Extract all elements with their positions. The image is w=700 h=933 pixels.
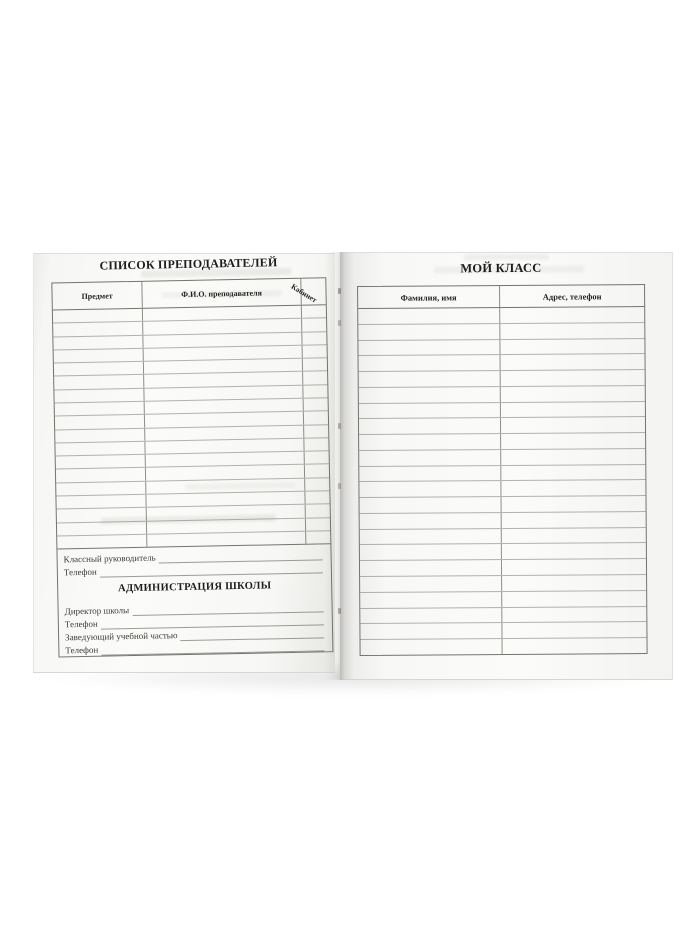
empty-cell	[502, 622, 646, 638]
empty-cell	[358, 324, 500, 340]
empty-cell	[53, 322, 143, 336]
empty-cell	[360, 513, 502, 529]
teachers-table	[51, 277, 333, 657]
empty-cell	[360, 545, 502, 561]
empty-cell	[502, 591, 646, 607]
empty-cell	[360, 592, 502, 608]
empty-cell	[54, 349, 144, 363]
empty-cell	[359, 450, 501, 466]
empty-cell	[359, 403, 501, 419]
empty-cell	[53, 309, 143, 323]
phone-label: Телефон	[65, 644, 99, 656]
class-teacher-section	[57, 543, 332, 658]
left-page-content	[31, 251, 340, 675]
director-label: Директор школы	[64, 605, 130, 617]
book-spine-gutter	[325, 252, 355, 680]
showthrough-ghost	[464, 254, 549, 261]
empty-cell	[502, 607, 646, 623]
right-page	[340, 252, 673, 680]
phone-label: Телефон	[63, 566, 97, 578]
empty-cell	[359, 371, 501, 387]
phone-label: Телефон	[64, 618, 98, 630]
left-page	[33, 253, 335, 673]
empty-cell	[360, 623, 502, 639]
empty-cell	[500, 339, 644, 355]
empty-cell	[359, 387, 501, 403]
empty-cell	[501, 386, 645, 402]
empty-cell	[360, 560, 502, 576]
empty-cell	[55, 442, 145, 456]
staple-mark	[338, 483, 341, 489]
empty-cell	[501, 480, 645, 496]
empty-cell	[360, 608, 502, 624]
empty-cell	[358, 308, 500, 324]
empty-cell	[55, 402, 145, 416]
empty-cell	[501, 354, 645, 370]
class-table-row	[361, 638, 647, 655]
empty-cell	[303, 358, 327, 371]
empty-cell	[501, 417, 645, 433]
empty-cell	[57, 508, 147, 522]
empty-cell	[503, 638, 647, 654]
empty-cell	[55, 428, 145, 442]
class-teacher-label: Классный руководитель	[63, 552, 156, 565]
empty-cell	[303, 385, 327, 398]
empty-cell	[360, 529, 502, 545]
class-table	[357, 284, 648, 656]
empty-cell	[56, 481, 146, 495]
empty-cell	[502, 559, 646, 575]
class-table-rows	[358, 307, 646, 655]
empty-cell	[501, 402, 645, 418]
empty-cell	[501, 370, 645, 386]
empty-cell	[502, 528, 646, 544]
staple-mark	[338, 423, 341, 429]
empty-cell	[302, 305, 326, 318]
staple-mark	[338, 288, 341, 294]
empty-cell	[302, 319, 326, 332]
column-header-address-phone: Адрес, телефон	[542, 290, 602, 302]
empty-cell	[56, 468, 146, 482]
empty-cell	[54, 375, 144, 389]
empty-cell	[502, 496, 646, 512]
blank-write-line	[101, 640, 324, 655]
empty-cell	[358, 340, 500, 356]
empty-cell	[359, 418, 501, 434]
empty-cell	[57, 521, 147, 535]
empty-cell	[359, 355, 501, 371]
empty-cell	[502, 512, 646, 528]
admin-section-title: АДМИНИСТРАЦИЯ ШКОЛЫ	[117, 580, 272, 595]
empty-cell	[501, 465, 645, 481]
empty-cell	[500, 307, 644, 323]
empty-cell	[501, 433, 645, 449]
empty-cell	[56, 455, 146, 469]
column-header-teacher-name: Ф.И.О. преподавателя	[142, 279, 301, 308]
empty-cell	[500, 323, 644, 339]
right-page-title: МОЙ КЛАСС	[460, 260, 542, 276]
empty-cell	[54, 388, 144, 402]
column-header-room-label: Кабинет	[289, 281, 319, 305]
empty-cell	[359, 434, 501, 450]
open-diary-book	[33, 252, 673, 680]
empty-cell	[359, 481, 501, 497]
staple-mark	[338, 320, 341, 326]
blank-write-line	[100, 562, 323, 577]
head-of-studies-label: Заведующий учебной частью	[65, 630, 178, 643]
empty-cell	[302, 332, 326, 345]
empty-cell	[55, 415, 145, 429]
column-header-room	[289, 278, 325, 305]
column-header-subject: Предмет	[52, 282, 142, 310]
empty-cell	[53, 335, 143, 349]
empty-cell	[360, 497, 502, 513]
empty-cell	[359, 466, 501, 482]
left-page-title: СПИСОК ПРЕПОДАВАТЕЛЕЙ	[99, 255, 278, 273]
empty-cell	[501, 449, 645, 465]
column-header-name: Фамилия, имя	[358, 286, 500, 308]
empty-cell	[303, 345, 327, 358]
teachers-table-rows	[53, 305, 331, 548]
empty-cell	[502, 575, 646, 591]
empty-cell	[56, 495, 146, 509]
right-page-content	[339, 252, 674, 680]
empty-cell	[502, 544, 646, 560]
empty-cell	[360, 576, 502, 592]
empty-cell	[361, 639, 503, 655]
staple-mark	[338, 608, 341, 614]
class-table-header	[358, 285, 644, 309]
empty-cell	[303, 372, 327, 385]
empty-cell	[54, 362, 144, 376]
